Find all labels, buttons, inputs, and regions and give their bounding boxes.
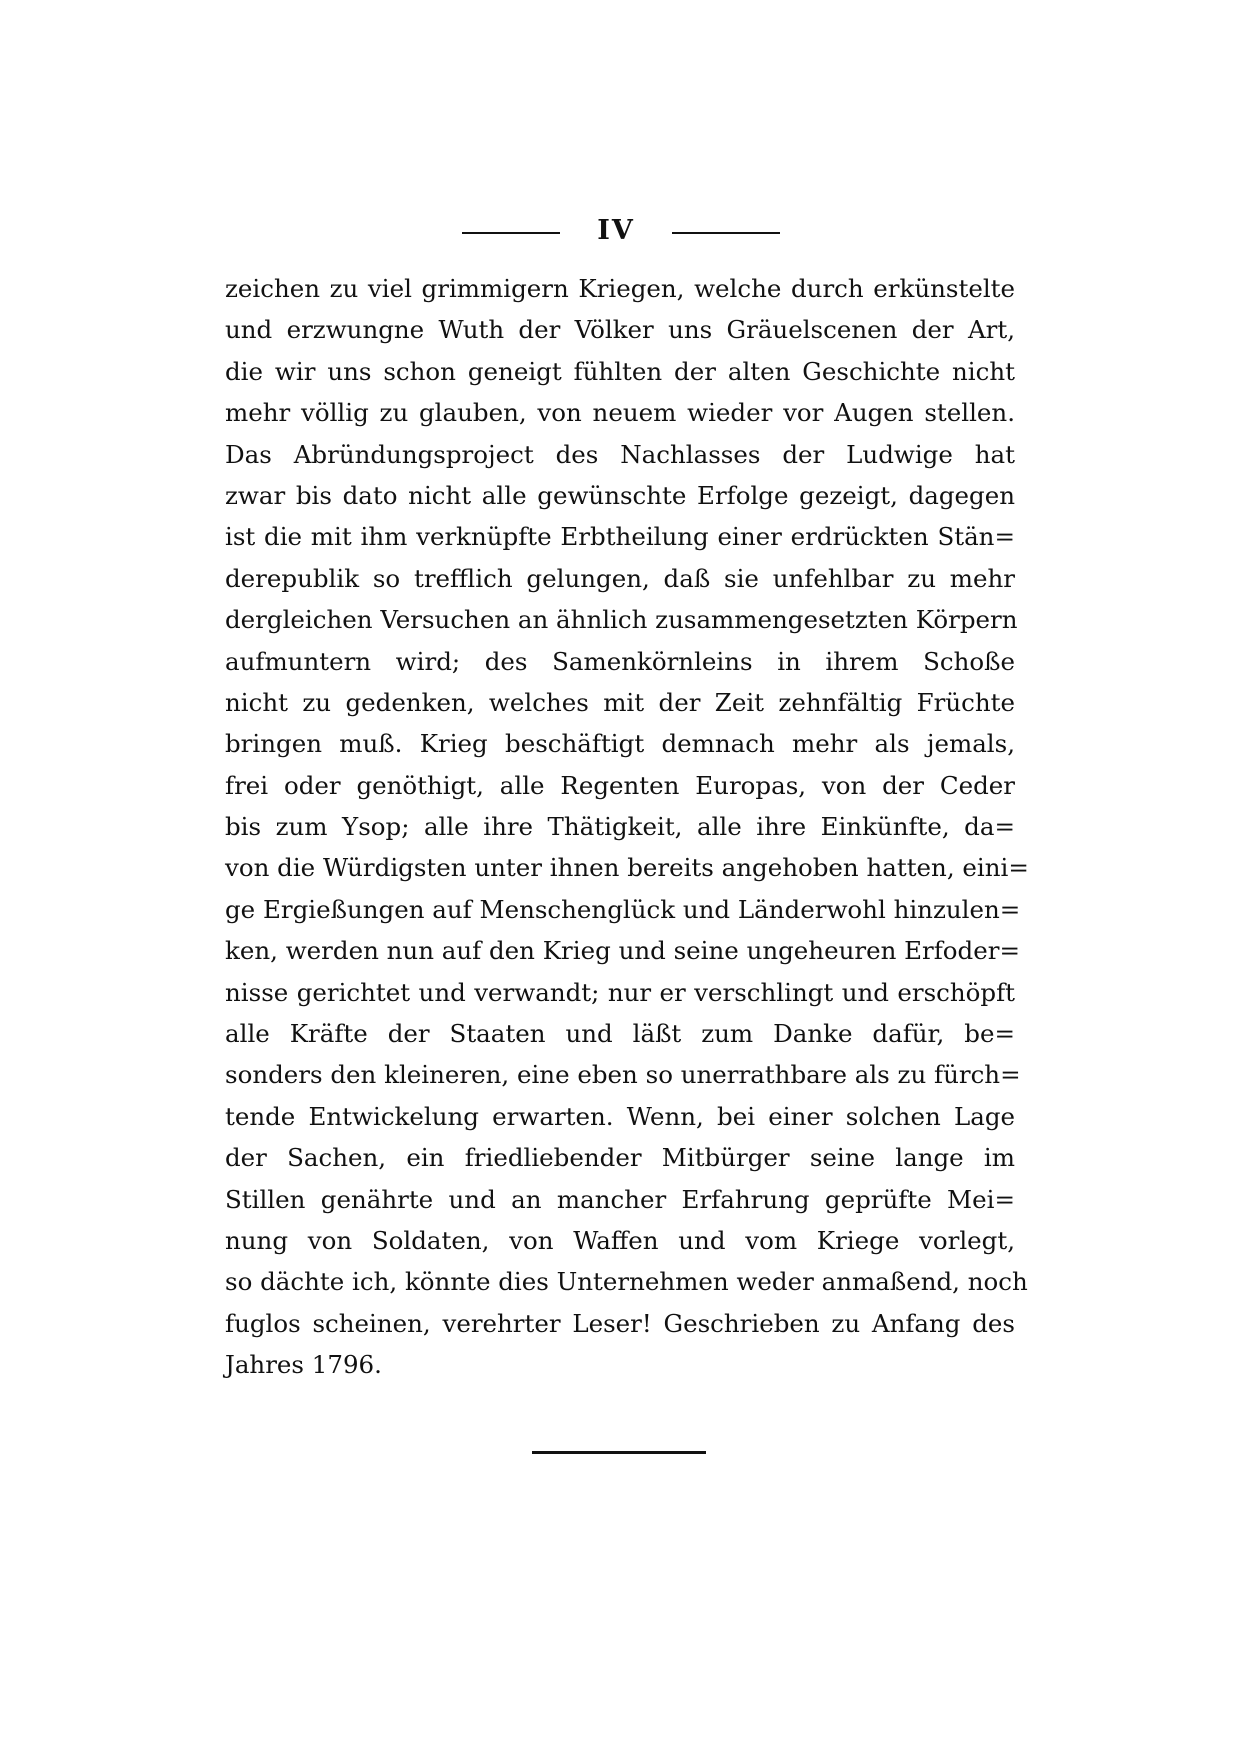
text-line: nisse gerichtet und verwandt; nur er verschlingt und erschöpft xyxy=(225,977,1015,1007)
text-line: von die Würdigsten unter ihnen bereits angehoben hatten, eini= xyxy=(225,853,1029,883)
page-header xyxy=(0,210,1241,250)
header-rule-left xyxy=(462,232,560,234)
text-line: ken, werden nun auf den Krieg und seine ungeheuren Erfoder= xyxy=(225,936,1020,966)
text-line: bis zum Ysop; alle ihre Thätigkeit, alle ihre Einkünfte, da= xyxy=(225,812,1015,842)
text-line: Stillen genährte und an mancher Erfahrung geprüfte Mei= xyxy=(225,1184,1015,1214)
text-line: mehr völlig zu glauben, von neuem wieder vor Augen stellen. xyxy=(225,398,1015,428)
text-line: so dächte ich, könnte dies Unternehmen weder anmaßend, noch xyxy=(225,1267,1028,1297)
body-text xyxy=(225,268,1029,1386)
text-line: Das Abründungsproject des Nachlasses der Ludwige hat xyxy=(225,439,1015,469)
page-number: IV xyxy=(597,215,635,246)
text-line: alle Kräfte der Staaten und läßt zum Danke dafür, be= xyxy=(225,1019,1015,1049)
text-line: und erzwungne Wuth der Völker uns Gräuelscenen der Art, xyxy=(225,315,1015,345)
text-line: frei oder genöthigt, alle Regenten Europas, von der Ceder xyxy=(225,770,1015,800)
text-line: aufmuntern wird; des Samenkörnleins in ihrem Schoße xyxy=(225,646,1015,676)
header-rule-right xyxy=(672,232,780,234)
text-line: ist die mit ihm verknüpfte Erbtheilung einer erdrückten Stän= xyxy=(225,522,1015,552)
text-line: sonders den kleineren, eine eben so unerrathbare als zu fürch= xyxy=(225,1060,1021,1090)
text-line: fuglos scheinen, verehrter Leser! Geschrieben zu Anfang des xyxy=(225,1308,1015,1338)
text-line: der Sachen, ein friedliebender Mitbürger seine lange im xyxy=(225,1143,1015,1173)
text-line: die wir uns schon geneigt fühlten der alten Geschichte nicht xyxy=(225,356,1015,386)
closing-rule xyxy=(532,1451,706,1454)
text-line: zwar bis dato nicht alle gewünschte Erfolge gezeigt, dagegen xyxy=(225,480,1015,510)
text-line: dergleichen Versuchen an ähnlich zusammengesetzten Körpern xyxy=(225,605,1018,635)
text-line: nicht zu gedenken, welches mit der Zeit zehnfältig Früchte xyxy=(225,687,1015,717)
text-line-final: Jahres 1796. xyxy=(225,1350,382,1380)
text-line: ge Ergießungen auf Menschenglück und Länderwohl hinzulen= xyxy=(225,894,1021,924)
text-line: nung von Soldaten, von Waffen und vom Kriege vorlegt, xyxy=(225,1225,1015,1255)
text-line: tende Entwickelung erwarten. Wenn, bei einer solchen Lage xyxy=(225,1101,1015,1131)
text-line: bringen muß. Krieg beschäftigt demnach mehr als jemals, xyxy=(225,729,1015,759)
text-line: derepublik so trefflich gelungen, daß sie unfehlbar zu mehr xyxy=(225,563,1015,593)
text-line: zeichen zu viel grimmigern Kriegen, welche durch erkünstelte xyxy=(225,274,1015,303)
